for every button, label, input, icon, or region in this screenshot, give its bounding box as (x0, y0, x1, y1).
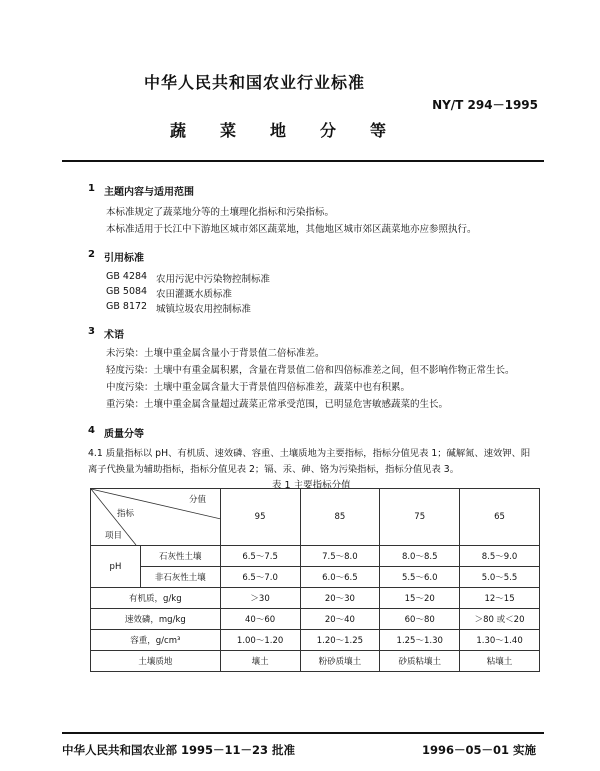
reference-name: 农田灌溉水质标准 (156, 289, 233, 300)
table-cell: 6.5～7.5 (220, 546, 300, 567)
table-cell: 1.20～1.25 (300, 630, 380, 651)
table-cell: 5.0～5.5 (460, 567, 540, 588)
section-4-title: 质量分等 (104, 429, 144, 440)
standard-code: NY/T 294－1995 (432, 98, 538, 112)
table-cell: 粘壤土 (460, 651, 540, 672)
table-cell: 1.30～1.40 (460, 630, 540, 651)
table-row (91, 651, 540, 672)
table-row (91, 588, 540, 609)
table-cell: 7.5～8.0 (300, 546, 380, 567)
term-unpolluted: 未污染：土壤中重金属含量小于背景值二倍标准差。 (106, 348, 325, 359)
term-moderate-pollution: 中度污染：土壤中重金属含量大于背景值四倍标准差，蔬菜中也有积累。 (106, 382, 411, 393)
section-3-title: 术语 (104, 330, 124, 341)
corner-item-label: 项目 (105, 531, 123, 541)
table-cell: 壤土 (220, 651, 300, 672)
footer-rule (62, 732, 544, 734)
section-3-number: 3 (88, 326, 95, 337)
score-header: 95 (220, 489, 300, 546)
table-cell: 6.0～6.5 (300, 567, 380, 588)
table-cell: 12～15 (460, 588, 540, 609)
table-cell: ＞80 或＜20 (460, 609, 540, 630)
reference-code: GB 4284 (106, 271, 148, 282)
effective-date: 1996－05－01 实施 (421, 743, 536, 757)
section-4-number: 4 (88, 425, 95, 436)
reference-name: 农用污泥中污染物控制标准 (156, 274, 271, 285)
table-cell: 1.25～1.30 (380, 630, 460, 651)
table-cell: 60～80 (380, 609, 460, 630)
row-label: 石灰性土壤 (140, 546, 220, 567)
table-cell: 砂质粘壤土 (380, 651, 460, 672)
table-cell: 8.5～9.0 (460, 546, 540, 567)
row-label: 容重，g/cm³ (91, 630, 221, 651)
table-row (91, 567, 540, 588)
corner-indicator-label: 指标 (117, 509, 135, 519)
table-cell: 20～30 (300, 588, 380, 609)
term-light-pollution: 轻度污染：土壤中有重金属积累，含量在背景值二倍和四倍标准差之间，但不影响作物正常生长。 (106, 365, 515, 376)
table-cell: 15～20 (380, 588, 460, 609)
term-heavy-pollution: 重污染：土壤中重金属含量超过蔬菜正常承受范围，已明显危害敏感蔬菜的生长。 (106, 399, 449, 410)
score-header: 85 (300, 489, 380, 546)
table-1 (90, 488, 540, 672)
table-row (91, 609, 540, 630)
reference-name: 城镇垃圾农用控制标准 (156, 304, 252, 315)
table-cell: 5.5～6.0 (380, 567, 460, 588)
section-1-number: 1 (88, 183, 95, 194)
section-1-para-1: 本标准规定了蔬菜地分等的土壤理化指标和污染指标。 (106, 207, 335, 218)
table-cell: 8.0～8.5 (380, 546, 460, 567)
section-2-number: 2 (88, 249, 95, 260)
row-label: 速效磷，mg/kg (91, 609, 221, 630)
corner-score-label: 分值 (189, 495, 207, 505)
table-cell: ＞30 (220, 588, 300, 609)
section-2-title: 引用标准 (104, 253, 144, 264)
clause-4-1-line-2: 离子代换量为辅助指标，指标分值见表 2；镉、汞、砷、铬为污染指标，指标分值见表 3。 (88, 464, 460, 475)
approval-notice: 中华人民共和国农业部 1995－11－23 批准 (62, 743, 296, 757)
score-header: 65 (460, 489, 540, 546)
clause-4-1-line-1: 4.1 质量指标以 pH、有机质、速效磷、容重、土壤质地为主要指标，指标分值见表 1；碱解氮、速效钾、阳 (88, 448, 531, 459)
table-cell: 粉砂质壤土 (300, 651, 380, 672)
section-1-title: 主题内容与适用范围 (104, 187, 194, 198)
row-label: 非石灰性土壤 (140, 567, 220, 588)
table-cell: 1.00～1.20 (220, 630, 300, 651)
row-label: 有机质，g/kg (91, 588, 221, 609)
standard-org-title: 中华人民共和国农业行业标准 (144, 73, 366, 92)
section-1-para-2: 本标准适用于长江中下游地区城市郊区蔬菜地，其他地区城市郊区蔬菜地亦应参照执行。 (106, 224, 477, 235)
table-cell: 6.5～7.0 (220, 567, 300, 588)
table-row (91, 630, 540, 651)
ph-label: pH (91, 546, 141, 588)
table-corner-cell (91, 489, 221, 546)
table-cell: 40～60 (220, 609, 300, 630)
document-title: 蔬菜地分等 (170, 121, 421, 140)
row-label: 土壤质地 (91, 651, 221, 672)
reference-code: GB 5084 (106, 286, 148, 297)
header-rule (62, 160, 544, 162)
table-header-row (91, 489, 540, 546)
score-header: 75 (380, 489, 460, 546)
table-1-caption: 表 1 主要指标分值 (272, 480, 351, 491)
table-cell: 20～40 (300, 609, 380, 630)
table-row (91, 546, 540, 567)
reference-code: GB 8172 (106, 301, 148, 312)
